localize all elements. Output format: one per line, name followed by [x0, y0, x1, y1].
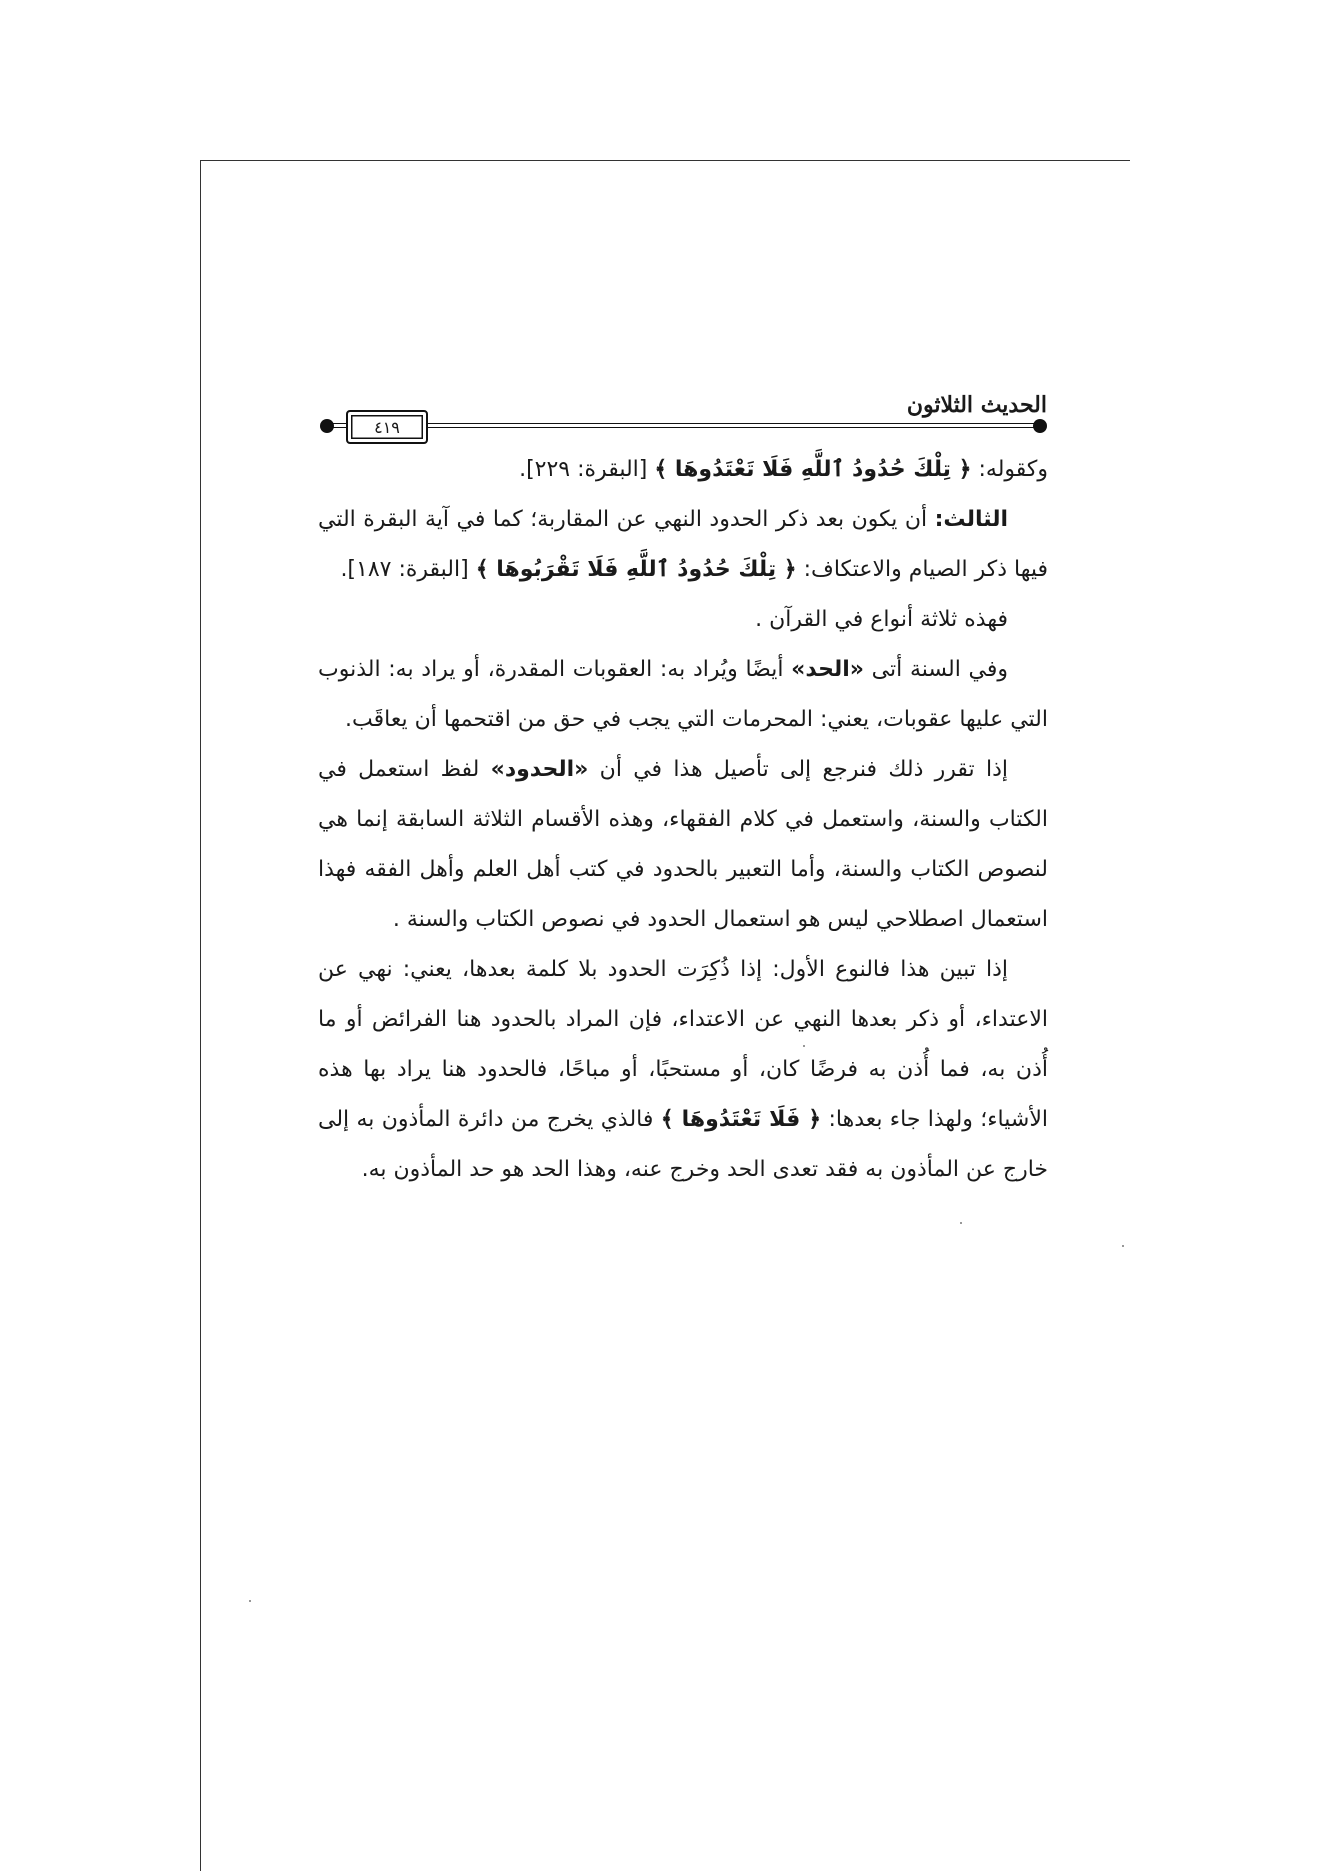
text-run: أن يكون بعد ذكر الحدود النهي عن المقاربة؛ كما في آية البقرة التي فيها ذكر الصيام والاعتكاف:	[318, 507, 1048, 582]
text-run: [البقرة: ٢٢٩].	[519, 457, 655, 482]
text-run: إذا تبين هذا فالنوع الأول: إذا ذُكِرَت الحدود بلا كلمة بعدها، يعني: نهي عن الاعتداء، أو ذكر بعدها النهي عن الاعتداء، فإن المراد بالحدود هنا الفرائض أو ما أُذن به، فما أُذن به فرضًا كان، أو مستحبًا، أو مباحًا، فالحدود هنا يراد بها هذه الأشياء؛ ولهذا جاء بعدها:	[318, 957, 1048, 1132]
header-rule-line	[330, 423, 1037, 424]
bold-term: «الحدود»	[490, 757, 589, 782]
header-rule-dot-right	[1033, 419, 1047, 433]
scan-frame-left-line	[200, 160, 201, 1871]
running-header	[320, 392, 1047, 442]
scan-speck	[960, 1222, 962, 1224]
text-run: فالذي يخرج من دائرة المأذون به إلى خارج عن المأذون به فقد تعدى الحد وخرج عنه، وهذا الحد هو حد المأذون به.	[318, 1107, 1048, 1182]
text-run: لفظ استعمل في الكتاب والسنة، واستعمل في كلام الفقهاء، وهذه الأقسام الثلاثة السابقة إنما هي لنصوص الكتاب والسنة، وأما التعبير بالحدود في كتب أهل العلم وأهل الفقه فهذا استعمال اصطلاحي ليس هو استعمال الحدود في نصوص الكتاب والسنة .	[318, 757, 1048, 932]
paragraph	[318, 595, 1048, 645]
text-run: وكقوله:	[971, 457, 1048, 482]
text-run: إذا تقرر ذلك فنرجع إلى تأصيل هذا في أن	[588, 757, 1008, 782]
scan-speck	[249, 1600, 251, 1602]
page-number: ٤١٩	[346, 410, 428, 444]
header-ornamental-rule	[320, 417, 1047, 437]
text-run: فهذه ثلاثة أنواع في القرآن .	[755, 607, 1008, 632]
header-rule-dot-left	[320, 419, 334, 433]
paragraph	[318, 495, 1048, 595]
paragraph	[318, 945, 1048, 1195]
bold-term: الثالث:	[934, 507, 1008, 532]
chapter-title: الحديث الثلاثون	[906, 392, 1047, 418]
paragraph	[318, 445, 1048, 495]
text-run: وفي السنة أتى	[863, 657, 1008, 682]
scan-speck	[1122, 1245, 1124, 1247]
paragraph	[318, 745, 1048, 945]
page-body-text	[318, 445, 1048, 1195]
quran-quote: ﴿ تِلْكَ حُدُودُ ٱللَّهِ فَلَا تَقْرَبُوهَا ﴾	[475, 557, 797, 582]
header-rule-line	[330, 427, 1037, 428]
text-run: [البقرة: ١٨٧].	[340, 557, 476, 582]
text-run: أيضًا ويُراد به: العقوبات المقدرة، أو يراد به: الذنوب التي عليها عقوبات، يعني: المحرمات التي يجب في حق من اقتحمها أن يعاقَب.	[318, 657, 1048, 732]
quran-quote: ﴿ فَلَا تَعْتَدُوهَا ﴾	[660, 1107, 822, 1132]
quran-quote: ﴿ تِلْكَ حُدُودُ ٱللَّهِ فَلَا تَعْتَدُوهَا ﴾	[654, 457, 972, 482]
paragraph	[318, 645, 1048, 745]
bold-term: «الحد»	[791, 657, 864, 682]
scan-frame-top-line	[200, 160, 1130, 161]
